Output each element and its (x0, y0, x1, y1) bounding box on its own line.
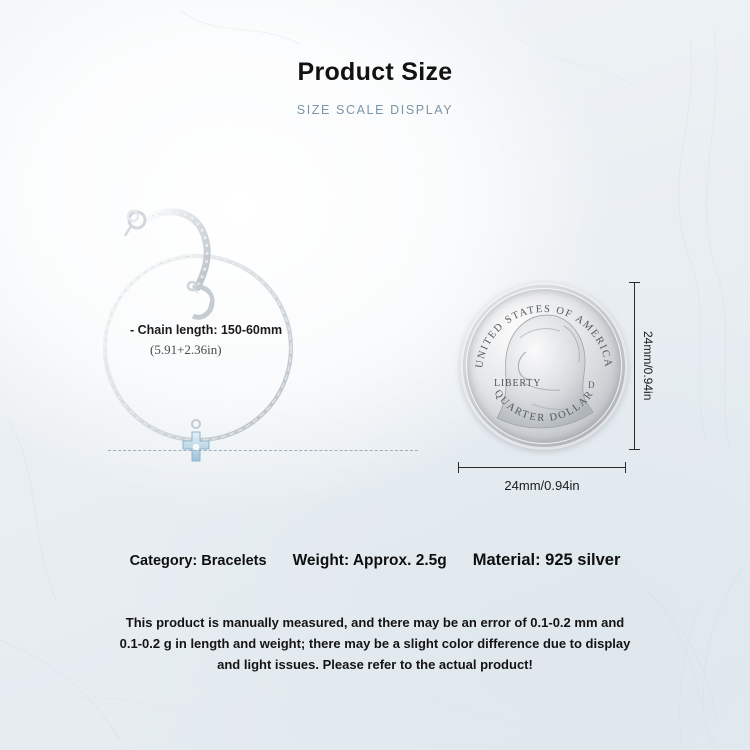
coin-height-label: 24mm/0.94in (641, 331, 655, 401)
disclaimer-text: This product is manually measured, and there may be an error of 0.1-0.2 mm and 0.1-0.2 g in length and weight; there may be a slight color difference due to display and light issues. Please refer to the actual product! (119, 615, 631, 673)
chain-length-annotation (130, 323, 320, 358)
coin-bottom-legend: QUARTER DOLLAR (491, 388, 597, 425)
page-title: Product Size (297, 58, 453, 86)
chain-length-in: (5.91+2.36in) (150, 342, 222, 357)
coin-width-label: 24mm/0.94in (504, 478, 580, 493)
coin-top-legend: UNITED STATES OF AMERICA (474, 303, 614, 369)
spec-row (0, 551, 750, 570)
coin-liberty-text: LIBERTY (494, 378, 542, 389)
coin-face (460, 282, 628, 450)
spec-weight: Weight: Approx. 2.5g (292, 552, 447, 569)
coin-mint-mark: D (588, 380, 595, 390)
spec-material: Material: 925 silver (472, 551, 621, 569)
header (0, 58, 750, 117)
coin-width-measure-line (458, 467, 626, 468)
spec-category: Category: Bracelets (129, 553, 267, 569)
baseline-dashed-rule (108, 450, 418, 451)
coin-height-measure-line (634, 282, 635, 450)
chain-length-mm: - Chain length: 150-60mm (130, 323, 283, 337)
page-subtitle: SIZE SCALE DISPLAY (296, 103, 454, 117)
quarter-coin-image (460, 282, 628, 450)
